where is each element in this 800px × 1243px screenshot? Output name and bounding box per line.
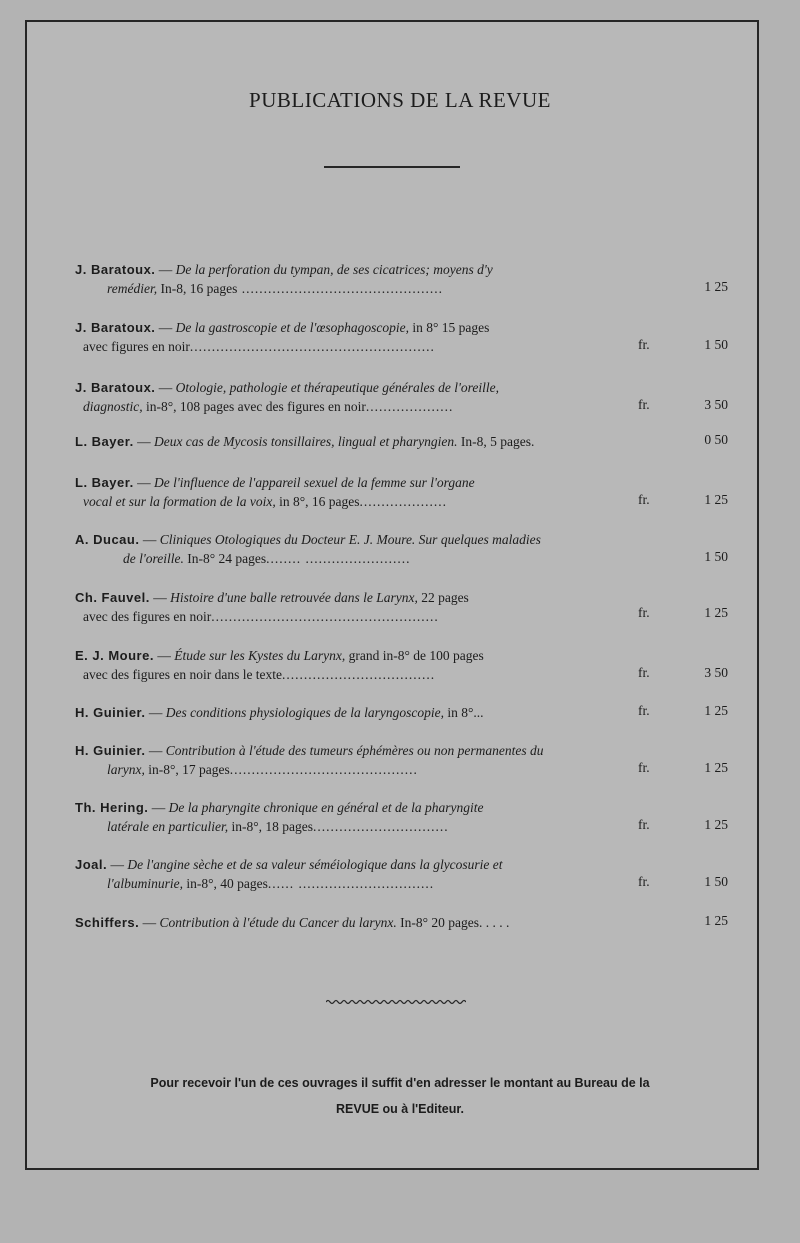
- entry-author: A. Ducau.: [75, 532, 140, 547]
- title-rule: [324, 166, 460, 168]
- entry-author: L. Bayer.: [75, 475, 134, 490]
- entry-title-cont: l'albuminurie,: [107, 876, 184, 891]
- entry-leader: ..............................................: [237, 281, 443, 296]
- entry-currency: fr.: [638, 605, 650, 620]
- entry-details: In-8, 16 pages: [160, 281, 238, 296]
- entry-author: H. Guinier.: [75, 743, 146, 758]
- entry-price: 1 25: [704, 279, 728, 294]
- entry-details: in 8° 15 pages: [412, 320, 490, 335]
- entry-price: 1 25: [704, 605, 728, 620]
- entry-price: 1 25: [704, 760, 728, 775]
- entry-author: Schiffers.: [75, 915, 140, 930]
- entry-title: De la gastroscopie et de l'œsophagoscopie,: [175, 320, 410, 335]
- entry-details: in-8°, 17 pages: [148, 762, 230, 777]
- entry-currency: fr.: [638, 760, 650, 775]
- entry-details-cont: avec des figures en noir dans le texte: [83, 667, 283, 682]
- entry-currency: fr.: [638, 492, 650, 507]
- entry-title: Deux cas de Mycosis tonsillaires, lingual et pharyngien.: [153, 434, 458, 449]
- entry-title: De l'angine sèche et de sa valeur séméiologique dans la glycosurie et: [127, 857, 503, 872]
- entry-price: 1 25: [704, 817, 728, 832]
- entry-currency: fr.: [638, 397, 650, 412]
- publication-entry: J. Baratoux. — De la gastroscopie et de l'œsophagoscopie, in 8° 15 pages avec figures en noir........................................................: [75, 320, 490, 354]
- entry-author: H. Guinier.: [75, 705, 146, 720]
- entry-title: Contribution à l'étude du Cancer du larynx.: [159, 915, 397, 930]
- entry-currency: fr.: [638, 337, 650, 352]
- publication-entry: H. Guinier. — Contribution à l'étude des tumeurs éphémères ou non permanentes du larynx, in-8°, 17 pages...........................................: [75, 743, 544, 777]
- entry-title: Histoire d'une balle retrouvée dans le Larynx,: [170, 590, 418, 605]
- entry-leader: ........................................................: [189, 339, 435, 354]
- entry-leader: ....................................................: [211, 609, 439, 624]
- entry-title-cont: remédier,: [107, 281, 158, 296]
- entry-title: Étude sur les Kystes du Larynx,: [174, 648, 346, 663]
- publication-entry: Th. Hering. — De la pharyngite chronique en général et de la pharyngite latérale en particulier, in-8°, 18 pages...............................: [75, 800, 484, 834]
- entry-title-cont: latérale en particulier,: [107, 819, 229, 834]
- entry-leader: ...... ...............................: [267, 876, 435, 891]
- entry-price: 0 50: [704, 432, 728, 447]
- entry-price: 1 50: [704, 549, 728, 564]
- entry-details: in-8°, 108 pages avec des figures en noir: [146, 399, 366, 414]
- entry-leader: ...........................................: [229, 762, 418, 777]
- entry-title: Otologie, pathologie et thérapeutique générales de l'oreille,: [175, 380, 499, 395]
- publication-entry: L. Bayer. — De l'influence de l'appareil sexuel de la femme sur l'organe vocal et sur la formation de la voix, in 8°, 16 pages....................: [75, 475, 475, 509]
- entry-leader: ...................................: [282, 667, 436, 682]
- entry-currency: fr.: [638, 874, 650, 889]
- entry-leader: ....................: [359, 494, 447, 509]
- entry-details-cont: avec figures en noir: [83, 339, 190, 354]
- entry-details: in-8°, 40 pages: [186, 876, 268, 891]
- page-title: PUBLICATIONS DE LA REVUE: [249, 88, 551, 112]
- entry-title: De la perforation du tympan, de ses cicatrices; moyens d'y: [175, 262, 493, 277]
- publication-entry: Joal. — De l'angine sèche et de sa valeur séméiologique dans la glycosurie et l'albuminurie, in-8°, 40 pages...... ...............................: [75, 857, 503, 891]
- entry-currency: fr.: [638, 703, 650, 718]
- entry-leader: ...............................: [313, 819, 449, 834]
- entry-title: Cliniques Otologiques du Docteur E. J. Moure. Sur quelques maladies: [159, 532, 541, 547]
- entry-price: 1 50: [704, 337, 728, 352]
- entry-price: 1 50: [704, 874, 728, 889]
- entry-title-cont: larynx,: [107, 762, 145, 777]
- entry-title: Contribution à l'étude des tumeurs éphémères ou non permanentes du: [165, 743, 544, 758]
- entry-currency: fr.: [638, 817, 650, 832]
- entry-details-cont: avec des figures en noir: [83, 609, 212, 624]
- entry-details: in 8°, 16 pages: [279, 494, 360, 509]
- entry-details: In-8° 20 pages. . . . .: [400, 915, 510, 930]
- publication-entry: L. Bayer. — Deux cas de Mycosis tonsillaires, lingual et pharyngien. In-8, 5 pages.: [75, 434, 535, 449]
- entry-author: L. Bayer.: [75, 434, 134, 449]
- decorative-wavy-rule: [326, 999, 466, 1005]
- entry-details: in 8°...: [447, 705, 484, 720]
- entry-author: Joal.: [75, 857, 108, 872]
- entry-title-cont: vocal et sur la formation de la voix,: [83, 494, 276, 509]
- entry-author: E. J. Moure.: [75, 648, 154, 663]
- footer-line-1: Pour recevoir l'un de ces ouvrages il suffit d'en adresser le montant au Bureau de la: [150, 1076, 650, 1090]
- entry-price: 1 25: [704, 703, 728, 718]
- entry-author: Ch. Fauvel.: [75, 590, 150, 605]
- entry-title: Des conditions physiologiques de la laryngoscopie,: [165, 705, 444, 720]
- publication-entry: Schiffers. — Contribution à l'étude du Cancer du larynx. In-8° 20 pages. . . . .: [75, 915, 510, 930]
- entry-leader: ....................: [365, 399, 454, 414]
- entry-author: J. Baratoux.: [75, 262, 156, 277]
- publication-entry: J. Baratoux. — De la perforation du tympan, de ses cicatrices; moyens d'y remédier, In-8, 16 pages ..............................................: [75, 262, 493, 296]
- entry-price: 3 50: [704, 397, 728, 412]
- entry-price: 1 25: [704, 913, 728, 928]
- entry-title: De l'influence de l'appareil sexuel de la femme sur l'organe: [153, 475, 475, 490]
- entry-details: In-8, 5 pages.: [460, 434, 535, 449]
- entry-details: in-8°, 18 pages: [231, 819, 313, 834]
- footer-note: [0, 1070, 800, 1122]
- entry-currency: fr.: [638, 665, 650, 680]
- publication-entry: Ch. Fauvel. — Histoire d'une balle retrouvée dans le Larynx, 22 pages avec des figures en noir....................................................: [75, 590, 469, 624]
- entry-details: In-8° 24 pages: [187, 551, 267, 566]
- entry-title-cont: diagnostic,: [83, 399, 143, 414]
- entry-details: 22 pages: [421, 590, 469, 605]
- entry-author: J. Baratoux.: [75, 320, 156, 335]
- publication-entry: A. Ducau. — Cliniques Otologiques du Docteur E. J. Moure. Sur quelques maladies de l'oreille. In-8° 24 pages........ ........................: [75, 532, 541, 566]
- entry-price: 3 50: [704, 665, 728, 680]
- entry-author: Th. Hering.: [75, 800, 149, 815]
- entry-author: J. Baratoux.: [75, 380, 156, 395]
- publication-entry: H. Guinier. — Des conditions physiologiques de la laryngoscopie, in 8°...: [75, 705, 484, 720]
- entry-details: grand in-8° de 100 pages: [348, 648, 484, 663]
- footer-line-2: REVUE ou à l'Editeur.: [336, 1102, 464, 1116]
- entry-price: 1 25: [704, 492, 728, 507]
- publication-entry: J. Baratoux. — Otologie, pathologie et thérapeutique générales de l'oreille, diagnostic, in-8°, 108 pages avec des figures en noir....................: [75, 380, 499, 414]
- entry-title-cont: de l'oreille.: [123, 551, 184, 566]
- entry-title: De la pharyngite chronique en général et de la pharyngite: [168, 800, 484, 815]
- publication-entry: E. J. Moure. — Étude sur les Kystes du Larynx, grand in-8° de 100 pages avec des figures en noir dans le texte...................................: [75, 648, 484, 682]
- entry-leader: ........ ........................: [266, 551, 411, 566]
